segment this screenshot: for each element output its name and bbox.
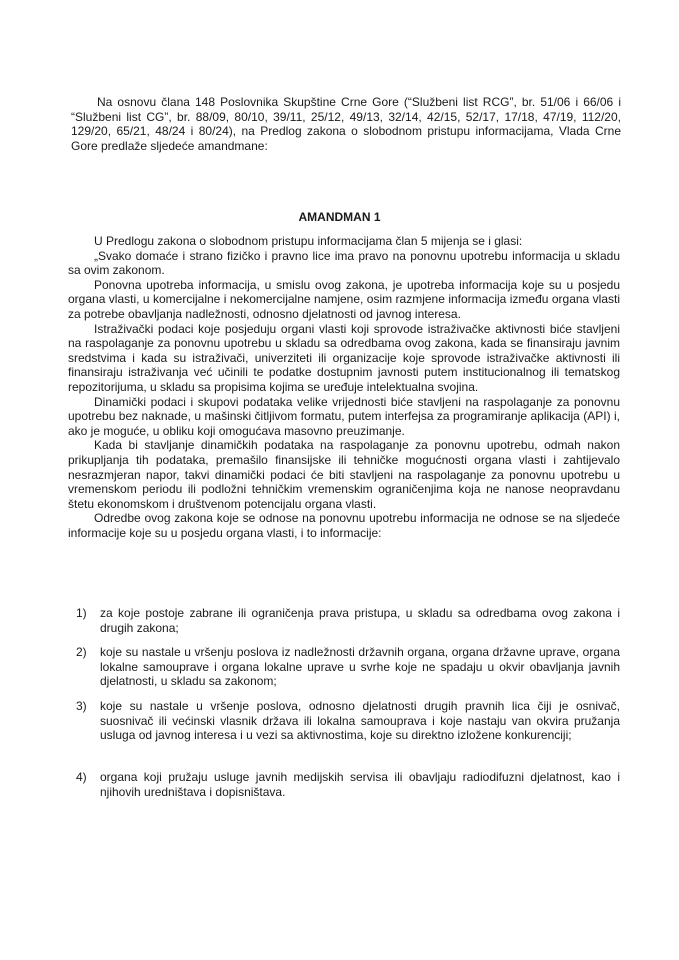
body-paragraph: Odredbe ovog zakona koje se odnose na ponovnu upotrebu informacija ne odnose se na sljedeće informacije koje su u posjedu organa vlasti, i to informacije: [68, 511, 620, 540]
body-paragraph: Ponovna upotreba informacija, u smislu ovog zakona, je upotreba informacija koje su u posjedu organa vlasti, u komercijalne i nekomercijalne namjene, osim razmjene informacija između organa vlasti za potrebe obavljanja nadležnosti, odnosno djelatnosti od javnog interesa. [68, 277, 620, 321]
body-paragraph: Kada bi stavljanje dinamičkih podataka na raspolaganje za ponovnu upotrebu, odmah nakon prikupljanja tih podataka, premašilo finansijske ili tehničke mogućnosti organa vlasti i zahtijevalo nesrazmjeran napor, takvi dinamički podaci će biti stavljeni na raspolaganje za ponovnu upotrebu u vremenskom periodu ili podložni tehničkim vremenskim ograničenjima koja ne nanose neopravdanu štetu ekonomskom i društvenom potencijalu organa vlasti. [68, 438, 620, 511]
list-item-block [68, 699, 620, 743]
body-paragraph: U Predlogu zakona o slobodnom pristupu informacijama član 5 mijenja se i glasi: [94, 234, 523, 248]
body-paragraph: „Svako domaće i strano fizičko i pravno lice ima pravo na ponovnu upotrebu informacija u skladu sa ovim zakonom. [68, 248, 620, 278]
list-item [68, 645, 620, 689]
list-item-number: 4) [76, 770, 87, 784]
list-item-text: za koje postoje zabrane ili ograničenja prava pristupa, u skladu sa odredbama ovog zakona i drugih zakona; [100, 606, 620, 635]
list-item [68, 606, 620, 635]
list-item-text: koje su nastale u vršenju poslova iz nadležnosti državnih organa, organa državne uprave, organa lokalne samouprave i organa lokalne uprave u svrhe koje ne spadaju u okvir obavljanja javnih djelatnosti, u skladu sa zakonom; [100, 645, 620, 689]
list-item-number: 3) [76, 699, 87, 713]
body-paragraph: Istraživački podaci koje posjeduju organi vlasti koji sprovode istraživačke aktivnosti biće stavljeni na raspolaganje za ponovnu upotrebu u skladu sa odredbama ovog zakona, kada se finansiraju javnim sredstvima i kada su istraživači, univerziteti ili organizacije koje sprovode istraživačke aktivnosti ili finansiraju istraživanja već učinili te podatke dostupnim javnosti putem institucionalnog ili tematskog repozitorijuma, u skladu sa propisima kojima se uređuje intelektualna svojina. [68, 321, 620, 394]
list-item-block [68, 770, 620, 799]
intro-paragraph: Na osnovu člana 148 Poslovnika Skupštine Crne Gore (“Službeni list RCG”, br. 51/06 i 66/06 i “Službeni list CG”, br. 88/09, 80/10, 39/11, 25/12, 49/13, 32/14, 42/15, 52/17, 17/18, 47/19, 112/20, 129/20, 65/21, 48/24 i 80/24), na Predlog zakona o slobodnom pristupu informacijama, Vlada Crne Gore predlaže sljedeće amandmane: [71, 95, 621, 153]
list-item-number: 1) [76, 606, 87, 620]
body-paragraph: Dinamički podaci i skupovi podataka velike vrijednosti biće stavljeni na raspolaganje za ponovnu upotrebu bez naknade, u mašinski čitljivom formatu, putem interfejsa za programiranje aplikacija (API) i, ako je moguće, u obliku koji omogućava masovno preuzimanje. [68, 394, 620, 438]
list-item-text: organa koji pružaju usluge javnih medijskih servisa ili obavljaju radiodifuzni djelatnost, kao i njihovih uredništava i dopisništava. [100, 770, 620, 799]
list-item-block [68, 606, 620, 635]
list-item [68, 699, 620, 743]
list-item-text: koje su nastale u vršenje poslova, odnosno djelatnosti drugih pravnih lica čiji je osnivač, suosnivač ili većinski vlasnik država ili lokalna samouprava i koje nastaju van okvira pružanja usluga od javnog interesa i u vezi sa aktivnostima, koje su direktno izložene konkurenciji; [100, 699, 620, 743]
amendment-title: AMANDMAN 1 [298, 210, 381, 224]
intro-paragraph-block [71, 95, 621, 153]
list-item-number: 2) [76, 645, 87, 659]
list-item [68, 770, 620, 799]
list-item-block [68, 645, 620, 689]
amendment-body [68, 234, 620, 540]
